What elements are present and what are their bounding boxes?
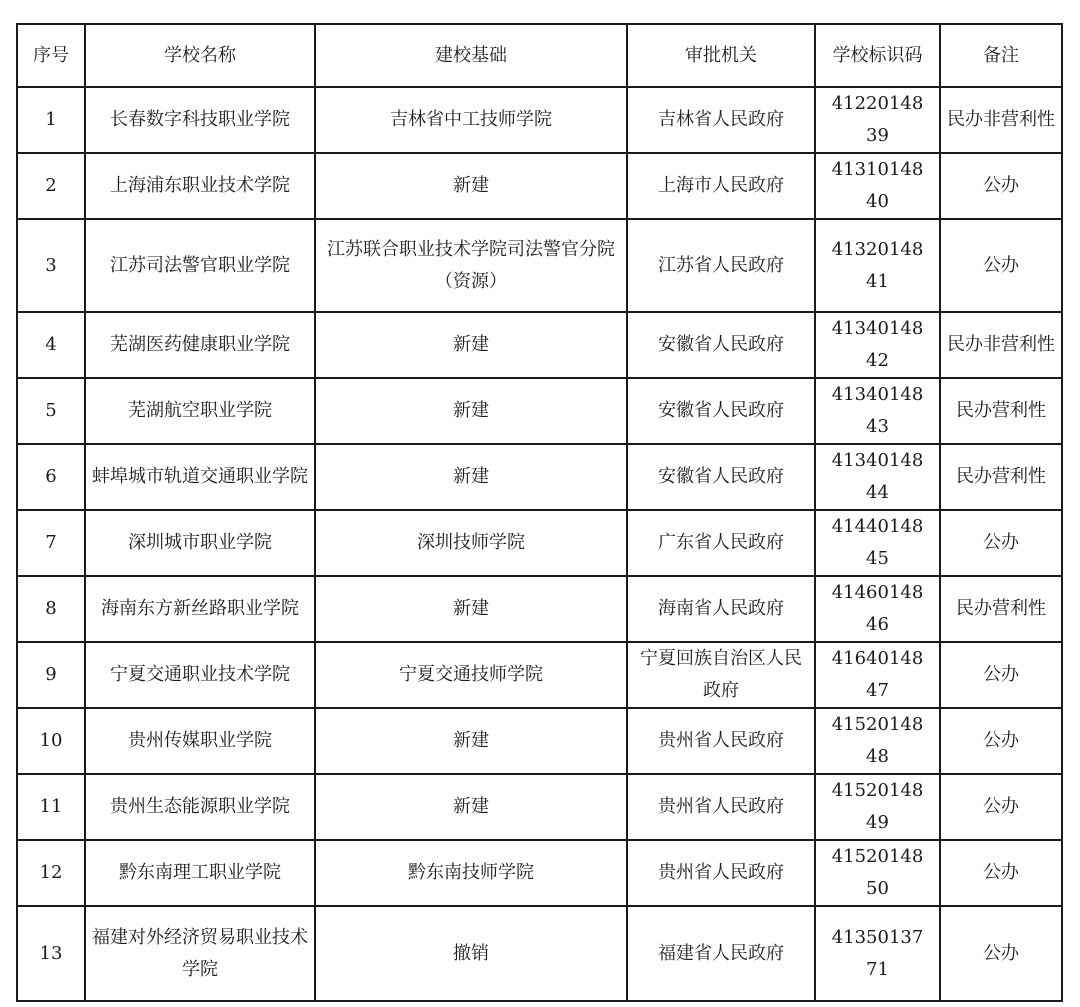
cell-school-code: 4152014850 xyxy=(815,840,940,906)
table-row xyxy=(17,87,1062,153)
cell-school-code: 4131014840 xyxy=(815,153,940,219)
cell-school-name: 上海浦东职业技术学院 xyxy=(85,153,315,219)
table-row xyxy=(17,510,1062,576)
table-row xyxy=(17,378,1062,444)
cell-remarks: 公办 xyxy=(940,774,1062,840)
table-row xyxy=(17,774,1062,840)
table-row xyxy=(17,576,1062,642)
table-row xyxy=(17,840,1062,906)
cell-index: 2 xyxy=(17,153,85,219)
cell-approval-authority: 贵州省人民政府 xyxy=(627,840,815,906)
cell-remarks: 公办 xyxy=(940,153,1062,219)
cell-approval-authority: 贵州省人民政府 xyxy=(627,774,815,840)
cell-index: 9 xyxy=(17,642,85,708)
cell-school-code: 4134014842 xyxy=(815,312,940,378)
cell-remarks: 公办 xyxy=(940,906,1062,1001)
cell-founding-basis: 新建 xyxy=(315,774,627,840)
cell-approval-authority: 江苏省人民政府 xyxy=(627,219,815,312)
cell-school-name: 蚌埠城市轨道交通职业学院 xyxy=(85,444,315,510)
cell-school-name: 福建对外经济贸易职业技术学院 xyxy=(85,906,315,1001)
cell-index: 3 xyxy=(17,219,85,312)
cell-remarks: 公办 xyxy=(940,840,1062,906)
cell-school-name: 海南东方新丝路职业学院 xyxy=(85,576,315,642)
cell-school-name: 江苏司法警官职业学院 xyxy=(85,219,315,312)
cell-remarks: 公办 xyxy=(940,708,1062,774)
cell-approval-authority: 海南省人民政府 xyxy=(627,576,815,642)
cell-remarks: 公办 xyxy=(940,219,1062,312)
table-row xyxy=(17,642,1062,708)
header-school-name: 学校名称 xyxy=(85,24,315,87)
cell-approval-authority: 安徽省人民政府 xyxy=(627,444,815,510)
cell-founding-basis: 新建 xyxy=(315,153,627,219)
cell-index: 10 xyxy=(17,708,85,774)
cell-approval-authority: 广东省人民政府 xyxy=(627,510,815,576)
table-row xyxy=(17,906,1062,1001)
header-index: 序号 xyxy=(17,24,85,87)
cell-index: 12 xyxy=(17,840,85,906)
cell-founding-basis: 新建 xyxy=(315,444,627,510)
header-school-code: 学校标识码 xyxy=(815,24,940,87)
cell-school-name: 黔东南理工职业学院 xyxy=(85,840,315,906)
header-founding-basis: 建校基础 xyxy=(315,24,627,87)
cell-school-code: 4132014841 xyxy=(815,219,940,312)
cell-index: 7 xyxy=(17,510,85,576)
cell-school-code: 4134014843 xyxy=(815,378,940,444)
cell-school-name: 长春数字科技职业学院 xyxy=(85,87,315,153)
header-approval-authority: 审批机关 xyxy=(627,24,815,87)
cell-approval-authority: 安徽省人民政府 xyxy=(627,312,815,378)
cell-school-code: 4135013771 xyxy=(815,906,940,1001)
cell-index: 4 xyxy=(17,312,85,378)
cell-school-code: 4152014848 xyxy=(815,708,940,774)
table-row xyxy=(17,153,1062,219)
cell-school-name: 宁夏交通职业技术学院 xyxy=(85,642,315,708)
cell-remarks: 民办非营利性 xyxy=(940,87,1062,153)
cell-founding-basis: 撤销 xyxy=(315,906,627,1001)
cell-founding-basis: 吉林省中工技师学院 xyxy=(315,87,627,153)
cell-approval-authority: 宁夏回族自治区人民政府 xyxy=(627,642,815,708)
cell-remarks: 民办营利性 xyxy=(940,576,1062,642)
cell-school-code: 4134014844 xyxy=(815,444,940,510)
cell-index: 6 xyxy=(17,444,85,510)
cell-approval-authority: 安徽省人民政府 xyxy=(627,378,815,444)
cell-school-code: 4152014849 xyxy=(815,774,940,840)
cell-school-code: 4144014845 xyxy=(815,510,940,576)
cell-remarks: 民办营利性 xyxy=(940,378,1062,444)
schools-table xyxy=(16,23,1063,1002)
cell-index: 13 xyxy=(17,906,85,1001)
cell-index: 8 xyxy=(17,576,85,642)
cell-approval-authority: 贵州省人民政府 xyxy=(627,708,815,774)
cell-founding-basis: 宁夏交通技师学院 xyxy=(315,642,627,708)
cell-index: 11 xyxy=(17,774,85,840)
header-remarks: 备注 xyxy=(940,24,1062,87)
table-row xyxy=(17,219,1062,312)
cell-remarks: 民办营利性 xyxy=(940,444,1062,510)
table-header-row xyxy=(17,24,1062,87)
cell-school-name: 芜湖医药健康职业学院 xyxy=(85,312,315,378)
cell-founding-basis: 新建 xyxy=(315,378,627,444)
cell-approval-authority: 上海市人民政府 xyxy=(627,153,815,219)
cell-index: 5 xyxy=(17,378,85,444)
cell-founding-basis: 新建 xyxy=(315,708,627,774)
cell-approval-authority: 福建省人民政府 xyxy=(627,906,815,1001)
cell-school-code: 4146014846 xyxy=(815,576,940,642)
cell-remarks: 公办 xyxy=(940,510,1062,576)
cell-index: 1 xyxy=(17,87,85,153)
cell-school-name: 贵州传媒职业学院 xyxy=(85,708,315,774)
cell-school-name: 深圳城市职业学院 xyxy=(85,510,315,576)
table-row xyxy=(17,444,1062,510)
cell-remarks: 民办非营利性 xyxy=(940,312,1062,378)
cell-founding-basis: 深圳技师学院 xyxy=(315,510,627,576)
cell-school-name: 贵州生态能源职业学院 xyxy=(85,774,315,840)
cell-founding-basis: 黔东南技师学院 xyxy=(315,840,627,906)
cell-approval-authority: 吉林省人民政府 xyxy=(627,87,815,153)
cell-school-code: 4122014839 xyxy=(815,87,940,153)
cell-school-name: 芜湖航空职业学院 xyxy=(85,378,315,444)
cell-school-code: 4164014847 xyxy=(815,642,940,708)
table-row xyxy=(17,312,1062,378)
table-row xyxy=(17,708,1062,774)
cell-founding-basis: 江苏联合职业技术学院司法警官分院（资源） xyxy=(315,219,627,312)
cell-remarks: 公办 xyxy=(940,642,1062,708)
cell-founding-basis: 新建 xyxy=(315,312,627,378)
cell-founding-basis: 新建 xyxy=(315,576,627,642)
